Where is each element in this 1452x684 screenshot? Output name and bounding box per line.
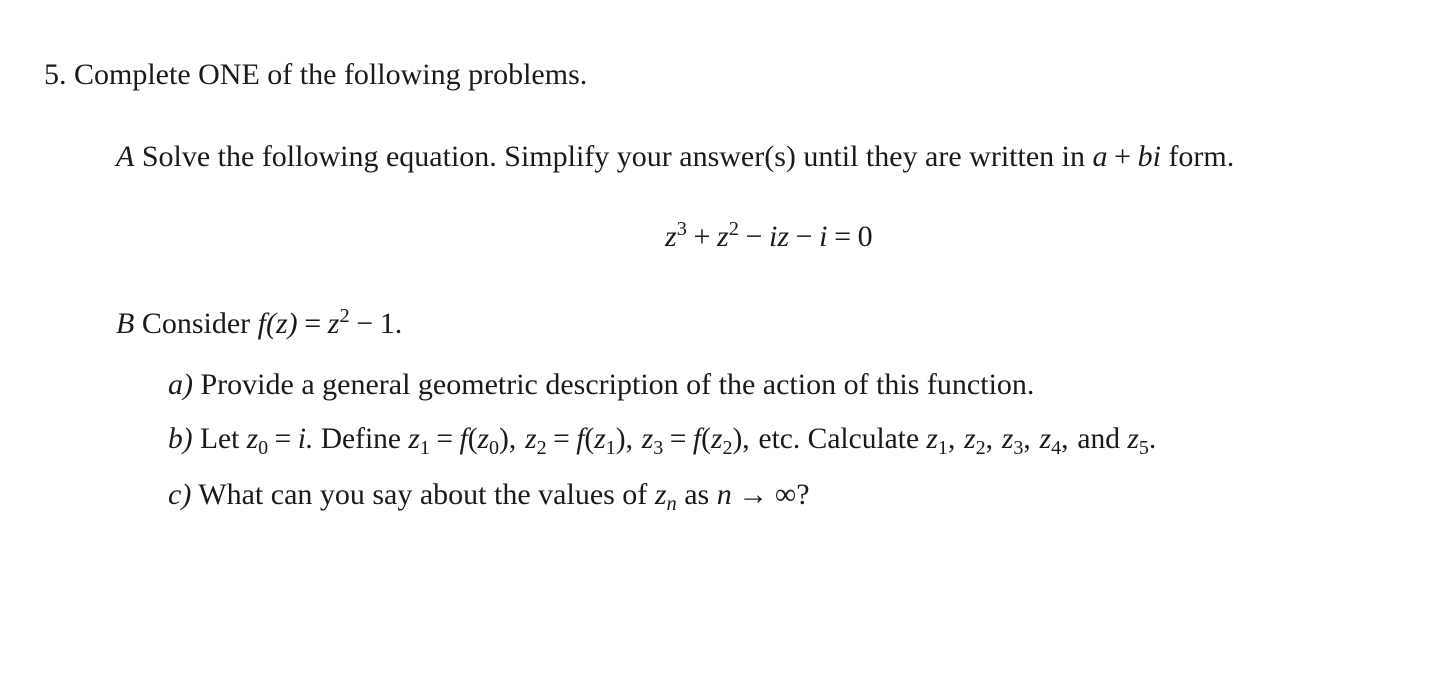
- question-title: [44, 60, 587, 90]
- sb-cs1: 1: [937, 437, 948, 460]
- sb-c2: ,: [625, 423, 633, 455]
- sb-lp2: (: [584, 423, 595, 455]
- sb-eq2: =: [553, 423, 570, 455]
- sb-s2: 2: [536, 437, 547, 460]
- sb-cc1: ,: [947, 423, 956, 455]
- sb-period: .: [1148, 423, 1157, 455]
- sb-and: and: [1077, 423, 1120, 455]
- subpart-a-text: Provide a general geometric description of the action of this function.: [200, 368, 1035, 401]
- sb-cs5: 5: [1138, 437, 1149, 460]
- sb-eq0: =: [274, 423, 292, 455]
- sc-n: n: [716, 478, 732, 511]
- subpart-a-label: a): [168, 368, 193, 401]
- form-plus: +: [1114, 140, 1131, 173]
- sb-f2: f: [576, 423, 585, 455]
- sb-fz0: z: [477, 423, 489, 455]
- sb-cs4: 4: [1051, 437, 1062, 460]
- sc-z: z: [654, 478, 667, 511]
- sb-fz1: z: [594, 423, 606, 455]
- sb-lp1: (: [467, 423, 478, 455]
- eq-equals: =: [834, 220, 851, 253]
- eq-minus2: −: [795, 220, 813, 253]
- form-a: a: [1092, 140, 1108, 173]
- sb-cz5: z: [1127, 423, 1139, 455]
- part-b-label: B: [116, 307, 135, 340]
- sb-z2: z: [525, 423, 537, 455]
- subpart-c-label: c): [168, 478, 192, 511]
- sb-cz1: z: [926, 423, 938, 455]
- sc-as: as: [684, 478, 710, 511]
- subpart-a: [168, 370, 1034, 400]
- eq-z2: z: [717, 220, 729, 253]
- sb-cc4: ,: [1061, 423, 1069, 455]
- equation-a: [665, 217, 873, 253]
- part-a-text: Solve the following equation. Simplify your answer(s) until they are written in: [141, 140, 1085, 173]
- sb-f1: f: [459, 423, 468, 455]
- question-number: 5.: [44, 58, 67, 91]
- fn-one: 1.: [379, 307, 403, 340]
- sb-cs3: 3: [1013, 437, 1024, 460]
- sb-c1: ,: [508, 423, 517, 455]
- sb-i: i.: [297, 423, 314, 455]
- sb-rp3: ): [732, 423, 743, 455]
- form-bi: bi: [1137, 140, 1161, 173]
- sc-infinity: ∞: [774, 478, 797, 511]
- sb-cz2: z: [964, 423, 976, 455]
- part-a-statement: [116, 142, 1234, 172]
- eq-minus1: −: [745, 220, 763, 253]
- sb-c3: ,: [742, 423, 750, 455]
- sb-f3: f: [692, 423, 702, 455]
- eq-iz: iz: [769, 220, 790, 253]
- question-title-text: Complete ONE of the following problems.: [74, 58, 588, 91]
- sb-z0: z: [246, 423, 259, 455]
- eq-exp3: 3: [676, 217, 687, 240]
- sc-qmark: ?: [796, 478, 810, 511]
- part-b-consider: Consider: [141, 307, 251, 340]
- sb-z3: z: [641, 423, 654, 455]
- sb-lp3: (: [701, 423, 711, 455]
- sb-cc3: ,: [1023, 423, 1031, 455]
- eq-plus: +: [693, 220, 711, 253]
- sc-text: What can you say about the values of: [198, 478, 648, 511]
- sb-fz2: z: [710, 423, 723, 455]
- eq-zero: 0: [857, 220, 873, 253]
- sb-eq3: =: [669, 423, 687, 455]
- eq-exp2: 2: [728, 217, 739, 240]
- sb-define: Define: [320, 423, 401, 455]
- fn-arg: (z): [266, 307, 298, 340]
- sb-calculate: Calculate: [807, 423, 920, 455]
- sb-fs0: 0: [489, 437, 500, 460]
- sb-z1: z: [408, 423, 420, 455]
- sb-rp2: ): [615, 423, 626, 455]
- part-b-statement: [116, 304, 403, 340]
- sb-s3: 3: [653, 437, 664, 460]
- fn-f: f: [257, 307, 266, 340]
- sb-s0: 0: [258, 437, 269, 460]
- sc-arrow: →: [738, 478, 769, 511]
- sb-let: Let: [199, 423, 240, 455]
- fn-exp: 2: [339, 304, 350, 327]
- sb-cs2: 2: [975, 437, 986, 460]
- sb-cz4: z: [1039, 423, 1052, 455]
- sb-cc2: ,: [985, 423, 994, 455]
- sb-cz3: z: [1001, 423, 1014, 455]
- sb-fs1: 1: [605, 437, 616, 460]
- sb-eq1: =: [436, 423, 453, 455]
- fn-minus: −: [356, 307, 374, 340]
- sb-s1: 1: [419, 437, 430, 460]
- sb-etc: etc.: [758, 423, 801, 455]
- subpart-c: [168, 478, 810, 516]
- eq-i: i: [819, 220, 828, 253]
- sb-rp1: ): [499, 423, 509, 455]
- eq-z: z: [665, 220, 677, 253]
- subpart-b-label: b): [168, 423, 193, 455]
- fn-equals: =: [304, 307, 322, 340]
- sb-fs2: 2: [722, 437, 733, 460]
- sc-nsub: n: [666, 493, 677, 516]
- subpart-b: [168, 423, 1157, 460]
- fn-z: z: [327, 307, 340, 340]
- part-a-text-end: form.: [1168, 140, 1235, 173]
- part-a-label: A: [116, 140, 135, 173]
